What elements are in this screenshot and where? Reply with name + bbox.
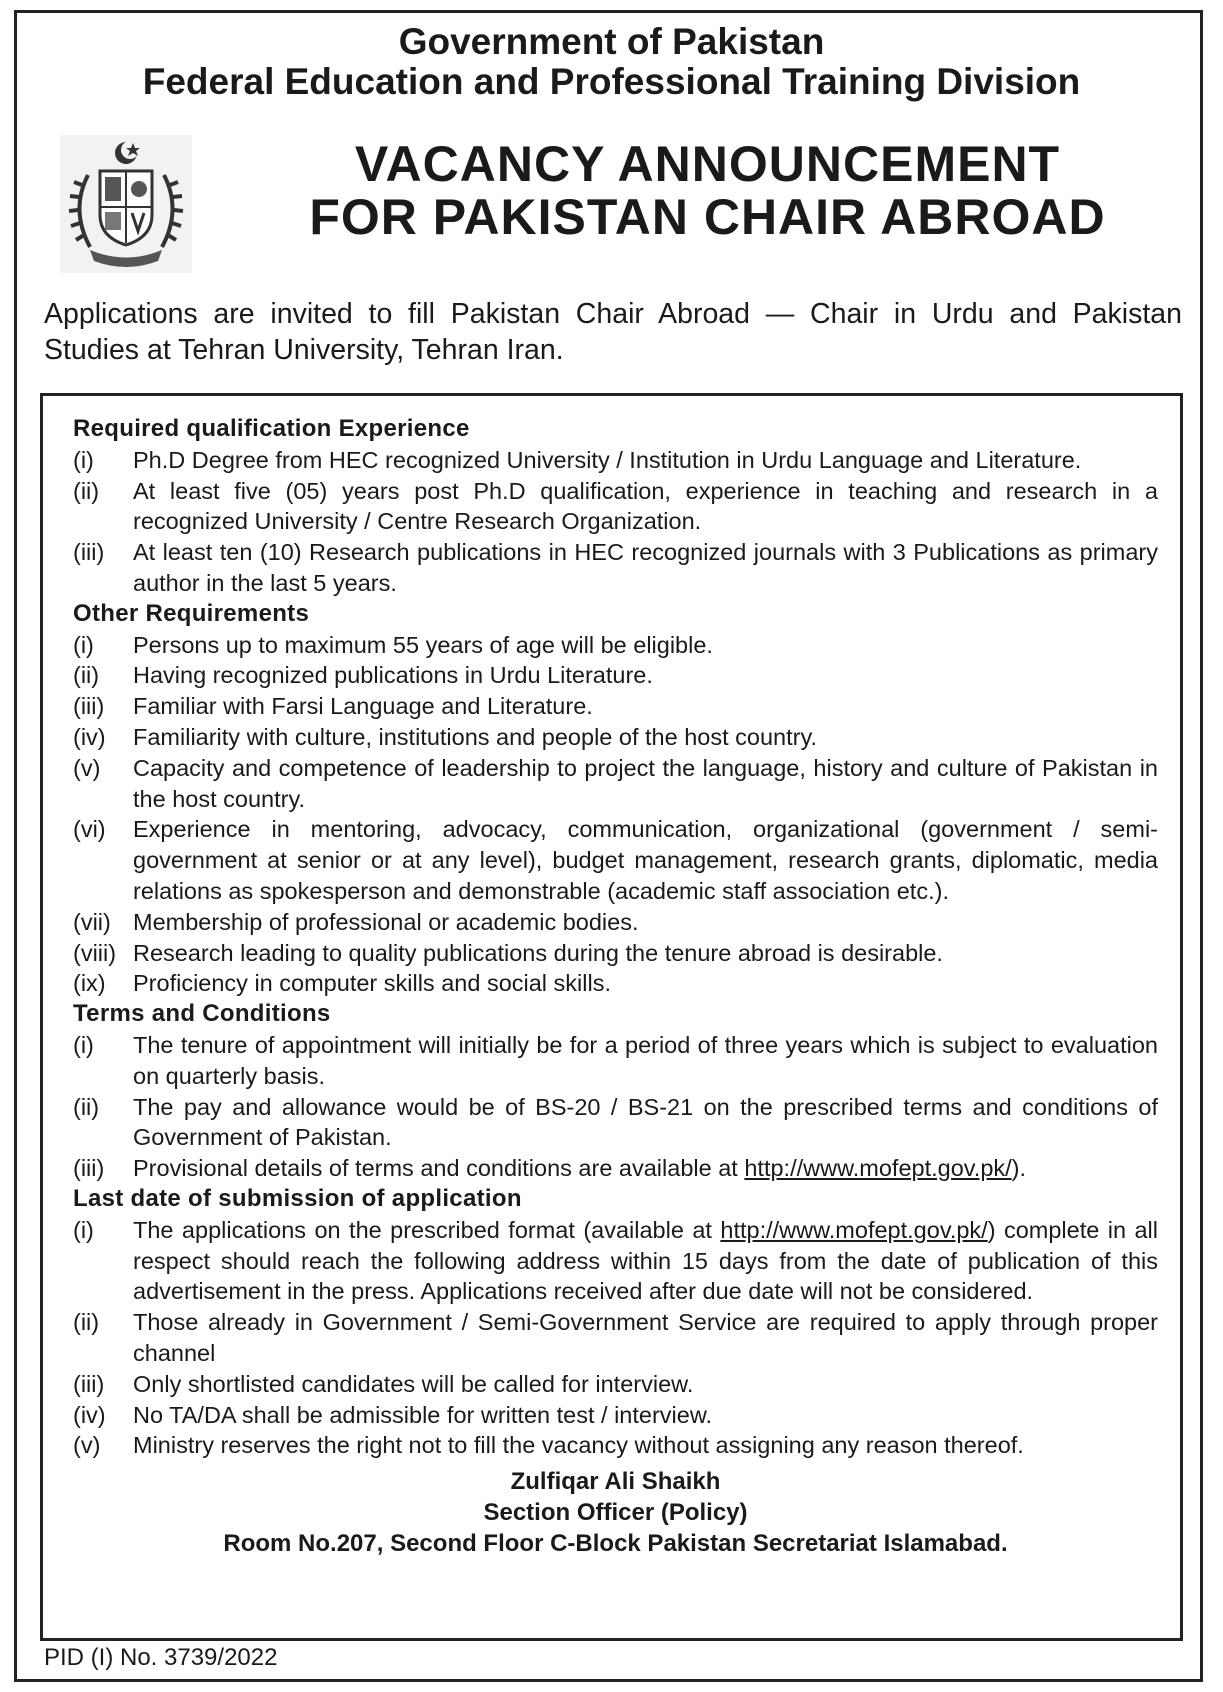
list-item xyxy=(73,1430,1158,1461)
intro-text: Applications are invited to fill Pakistan Chair Abroad — Chair in Urdu and Pakistan Studies at Tehran University, Tehran Iran. xyxy=(44,298,1182,366)
list-item xyxy=(73,968,1158,999)
item-text: Proficiency in computer skills and social skills. xyxy=(133,970,611,997)
item-text: At least five (05) years post Ph.D qualification, experience in teaching and research in a recognized University / Centre Research Organization. xyxy=(133,477,1158,535)
intro-paragraph xyxy=(44,296,1182,368)
item-text: Only shortlisted candidates will be called for interview. xyxy=(133,1370,694,1397)
item-number: (ii) xyxy=(73,1309,100,1336)
item-text: Those already in Government / Semi-Government Service are required to apply through proper channel xyxy=(133,1309,1158,1366)
item-number: (i) xyxy=(73,1031,94,1058)
list-item xyxy=(73,1030,1158,1092)
item-text: Membership of professional or academic bodies. xyxy=(133,908,639,935)
qualification-heading: Required qualification Experience xyxy=(73,415,470,442)
vacancy-title-line2: FOR PAKISTAN CHAIR ABROAD xyxy=(309,189,1106,245)
item-number: (iii) xyxy=(73,1370,105,1397)
mofept-link[interactable]: http://www.mofept.gov.pk/ xyxy=(744,1155,1012,1182)
list-item xyxy=(73,1400,1158,1431)
list-item xyxy=(73,753,1158,815)
list-item xyxy=(73,537,1158,599)
item-text: At least ten (10) Research publications in HEC recognized journals with 3 Publications as primary author in the last 5 years. xyxy=(133,539,1158,596)
list-item xyxy=(73,630,1158,661)
item-text: Capacity and competence of leadership to project the language, history and culture of Pakistan in the host country. xyxy=(133,754,1158,812)
item-text xyxy=(133,1215,1158,1307)
item-number: (i) xyxy=(73,631,94,658)
item-number: (iii) xyxy=(73,1155,105,1182)
list-item xyxy=(73,1215,1158,1307)
list-item xyxy=(73,907,1158,938)
list-item xyxy=(73,938,1158,969)
list-item xyxy=(73,814,1158,906)
signatory-address: Room No.207, Second Floor C-Block Pakistan Secretariat Islamabad. xyxy=(223,1529,1008,1557)
mofept-link[interactable]: http://www.mofept.gov.pk/ xyxy=(720,1216,988,1243)
item-text: Familiar with Farsi Language and Literature. xyxy=(133,693,593,720)
list-item xyxy=(73,445,1158,476)
signatory-name: Zulfiqar Ali Shaikh xyxy=(510,1468,721,1496)
item-text: Experience in mentoring, advocacy, communication, organizational (government / semi-government at senior or at any level), budget management, research grants, diplomatic, media relations as spokesperson and demonstrable (academic staff association etc.). xyxy=(133,816,1158,904)
item-number: (ii) xyxy=(73,1093,100,1120)
list-item xyxy=(73,1153,1158,1184)
item-text: The pay and allowance would be of BS-20 / BS-21 on the prescribed terms and conditions of Government of Pakistan. xyxy=(133,1093,1158,1151)
submission-heading: Last date of submission of application xyxy=(73,1184,522,1212)
item-number: (iii) xyxy=(73,693,105,720)
item-text: Persons up to maximum 55 years of age will be eligible. xyxy=(133,631,713,658)
item-text: Research leading to quality publications during the tenure abroad is desirable. xyxy=(133,939,943,966)
item-text xyxy=(133,1153,1158,1184)
item-number: (v) xyxy=(73,754,101,781)
list-item xyxy=(73,722,1158,753)
signatory-designation: Section Officer (Policy) xyxy=(483,1498,748,1526)
terms-heading: Terms and Conditions xyxy=(73,1000,331,1028)
item-text-pre: Provisional details of terms and conditions are available at xyxy=(133,1155,745,1182)
details-box xyxy=(40,393,1183,1641)
item-number: (iv) xyxy=(73,723,106,750)
item-text: No TA/DA shall be admissible for written test / interview. xyxy=(133,1401,713,1428)
list-item xyxy=(73,660,1158,691)
list-item xyxy=(73,1092,1158,1154)
item-text: Ph.D Degree from HEC recognized University / Institution in Urdu Language and Literature. xyxy=(133,446,1082,473)
details-content xyxy=(73,414,1158,1559)
item-number: (vii) xyxy=(73,908,111,935)
item-text: Having recognized publications in Urdu Literature. xyxy=(133,662,653,689)
item-number: (ix) xyxy=(73,970,106,997)
item-number: (ii) xyxy=(73,662,100,689)
item-number: (iii) xyxy=(73,539,105,566)
item-text-post: ). xyxy=(1011,1155,1027,1182)
item-number: (v) xyxy=(73,1432,101,1459)
list-item xyxy=(73,1369,1158,1400)
division-title: Federal Education and Professional Training Division xyxy=(142,61,1081,102)
item-text-post: ) complete in all respect should reach the following address within 15 days from the date of publication of this advertisement in the press. Applications received after due date will not be considered. xyxy=(133,1216,1158,1305)
list-item xyxy=(73,1307,1158,1369)
item-number: (vi) xyxy=(73,816,106,843)
pid-number: PID (I) No. 3739/2022 xyxy=(44,1644,278,1671)
item-number: (ii) xyxy=(73,477,100,504)
item-text: Ministry reserves the right not to fill the vacancy without assigning any reason thereof. xyxy=(133,1432,1024,1459)
item-number: (iv) xyxy=(73,1401,106,1428)
list-item xyxy=(73,691,1158,722)
item-text: Familiarity with culture, institutions and people of the host country. xyxy=(133,723,818,750)
other-requirements-heading: Other Requirements xyxy=(73,599,310,627)
item-text-pre: The applications on the prescribed format (available at xyxy=(133,1216,721,1243)
vacancy-title-line1: VACANCY ANNOUNCEMENT xyxy=(354,136,1061,192)
item-number: (i) xyxy=(73,1216,94,1243)
government-title: Government of Pakistan xyxy=(398,21,825,62)
list-item xyxy=(73,476,1158,538)
item-text: The tenure of appointment will initially be for a period of three years which is subject to evaluation on quarterly basis. xyxy=(133,1031,1158,1089)
item-number: (viii) xyxy=(73,939,117,966)
item-number: (i) xyxy=(73,446,94,473)
state-emblem-icon xyxy=(60,135,192,273)
